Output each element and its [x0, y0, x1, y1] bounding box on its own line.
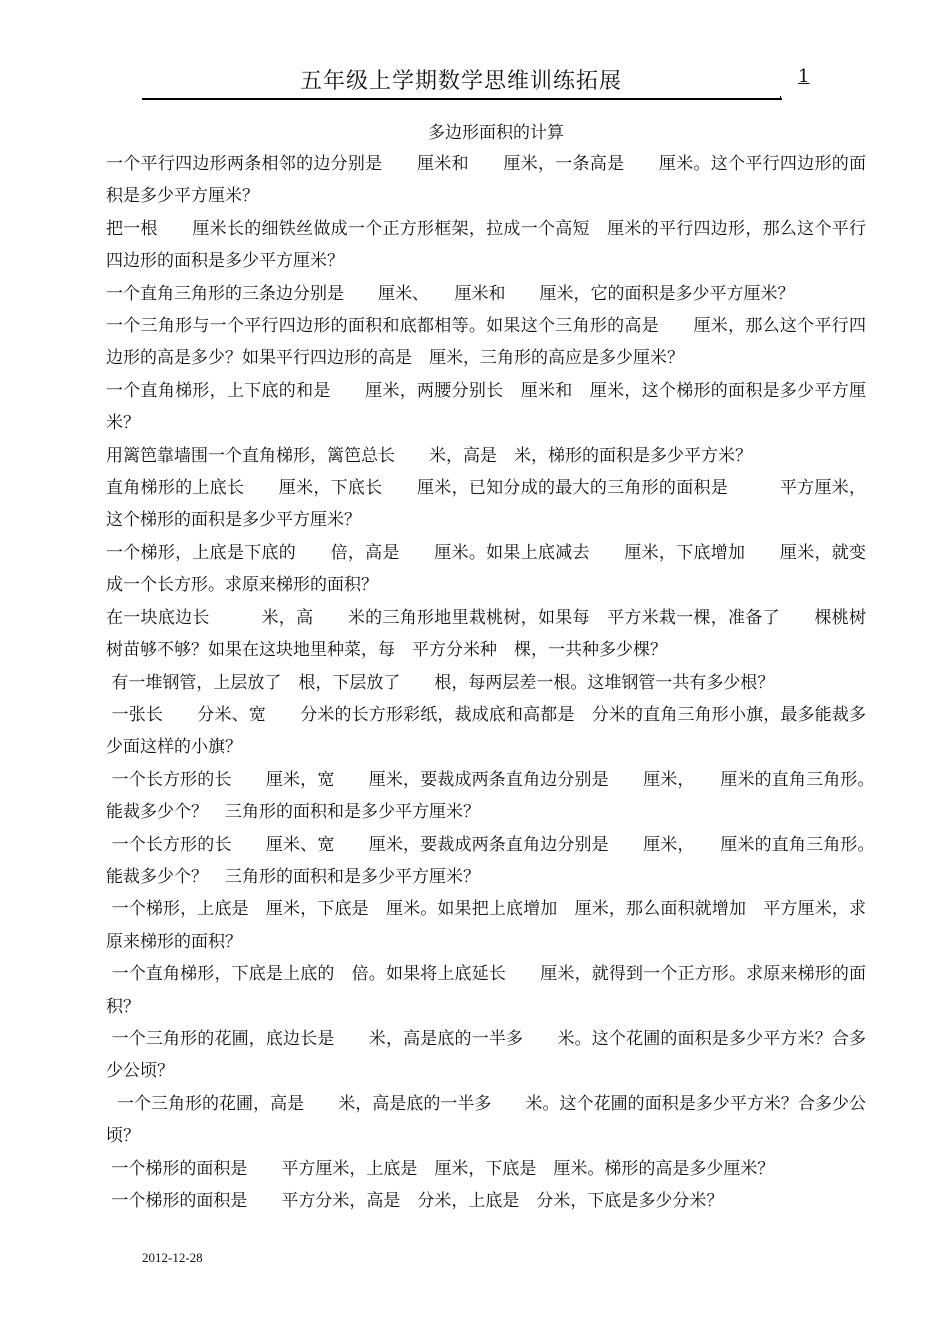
page-header-title: 五年级上学期数学思维训练拓展 [300, 69, 623, 94]
problem-item: 一个三角形的花圃，底边长是 米，高是底的一半多 米。这个花圃的面积是多少平方米？合多少公顷？ [106, 1028, 867, 1082]
problem-item: 一个长方形的长 厘米、宽 厘米，要裁成两条直角边分别是 厘米， 厘米的直角三角形。 能裁多少个？ 三角形的面积和是多少平方厘米？ [106, 834, 884, 887]
problem-item: 一张长 分米、宽 分米的长方形彩纸，裁成底和高都是 分米的直角三角形小旗，最多能裁多少面这样的小旗？ [106, 704, 867, 758]
problem-item: 一个梯形，上底是 厘米，下底是 厘米。如果把上底增加 厘米，那么面积就增加 平方厘米，求原来梯形的面积？ [106, 899, 867, 952]
problem-item: 一个直角三角形的三条边分别是 厘米、 厘米和 厘米，它的面积是多少平方厘米？ [106, 283, 795, 304]
problem-item: 一个三角形与一个平行四边形的面积和底都相等。如果这个三角形的高是 厘米，那么这个平行四边形的高是多少？如果平行四边形的高是 厘米，三角形的高应是多少厘米？ [106, 316, 866, 369]
problem-item: 用篱笆靠墙围一个直角梯形，篱笆总长 米，高是 米，梯形的面积是多少平方米？ [106, 445, 752, 466]
problem-item: 一个梯形，上底是下底的 倍，高是 厘米。如果上底减去 厘米，下底增加 厘米，就变成一个长方形。求原来梯形的面积？ [106, 542, 866, 596]
problem-item: 一个三角形的花圃，高是 米，高是底的一半多 米。这个花圃的面积是多少平方米？合多少公顷？ [106, 1093, 867, 1147]
header-divider-tick [780, 96, 781, 100]
page-number: 1 [798, 66, 810, 87]
header-divider [142, 98, 782, 100]
problem-item: 在一块底边长 米，高 米的三角形地里栽桃树，如果每 平方米栽一棵，准备了 棵桃树树苗够不够？如果在这块地里种菜，每 平方分米种 棵，一共种多少棵？ [106, 607, 866, 661]
problem-item: 把一根 厘米长的细铁丝做成一个正方形框架，拉成一个高短 厘米的平行四边形，那么这个平行四边形的面积是多少平方厘米？ [106, 218, 866, 272]
problem-item: 一个梯形的面积是 平方分米，高是 分米，上底是 分米，下底是多少分米？ [106, 1191, 724, 1211]
footer-date: 2012-12-28 [142, 1250, 203, 1265]
problem-item: 一个长方形的长 厘米，宽 厘米，要裁成两条直角边分别是 厘米， 厘米的直角三角形。 能裁多少个？ 三角形的面积和是多少平方厘米？ [106, 769, 884, 823]
problem-item: 一个直角梯形，下底是上底的 倍。如果将上底延长 厘米，就得到一个正方形。求原来梯形的面积？ [106, 964, 867, 1017]
problem-item: 有一堆钢管，上层放了 根，下层放了 根，每两层差一根。这堆钢管一共有多少根？ [106, 672, 775, 693]
problem-item: 一个直角梯形，上下底的和是 厘米，两腰分别长 厘米和 厘米，这个梯形的面积是多少平方厘米？ [106, 380, 866, 434]
problem-list [106, 148, 884, 1217]
problem-item: 一个梯形的面积是 平方厘米，上底是 厘米，下底是 厘米。梯形的高是多少厘米？ [106, 1158, 775, 1179]
section-title: 多边形面积的计算 [428, 123, 564, 143]
problem-item: 直角梯形的上底长 厘米，下底长 厘米，已知分成的最大的三角形的面积是 平方厘米，这个梯形的面积是多少平方厘米？ [106, 478, 866, 531]
problem-item: 一个平行四边形两条相邻的边分别是 厘米和 厘米，一条高是 厘米。这个平行四边形的面积是多少平方厘米？ [106, 154, 866, 207]
